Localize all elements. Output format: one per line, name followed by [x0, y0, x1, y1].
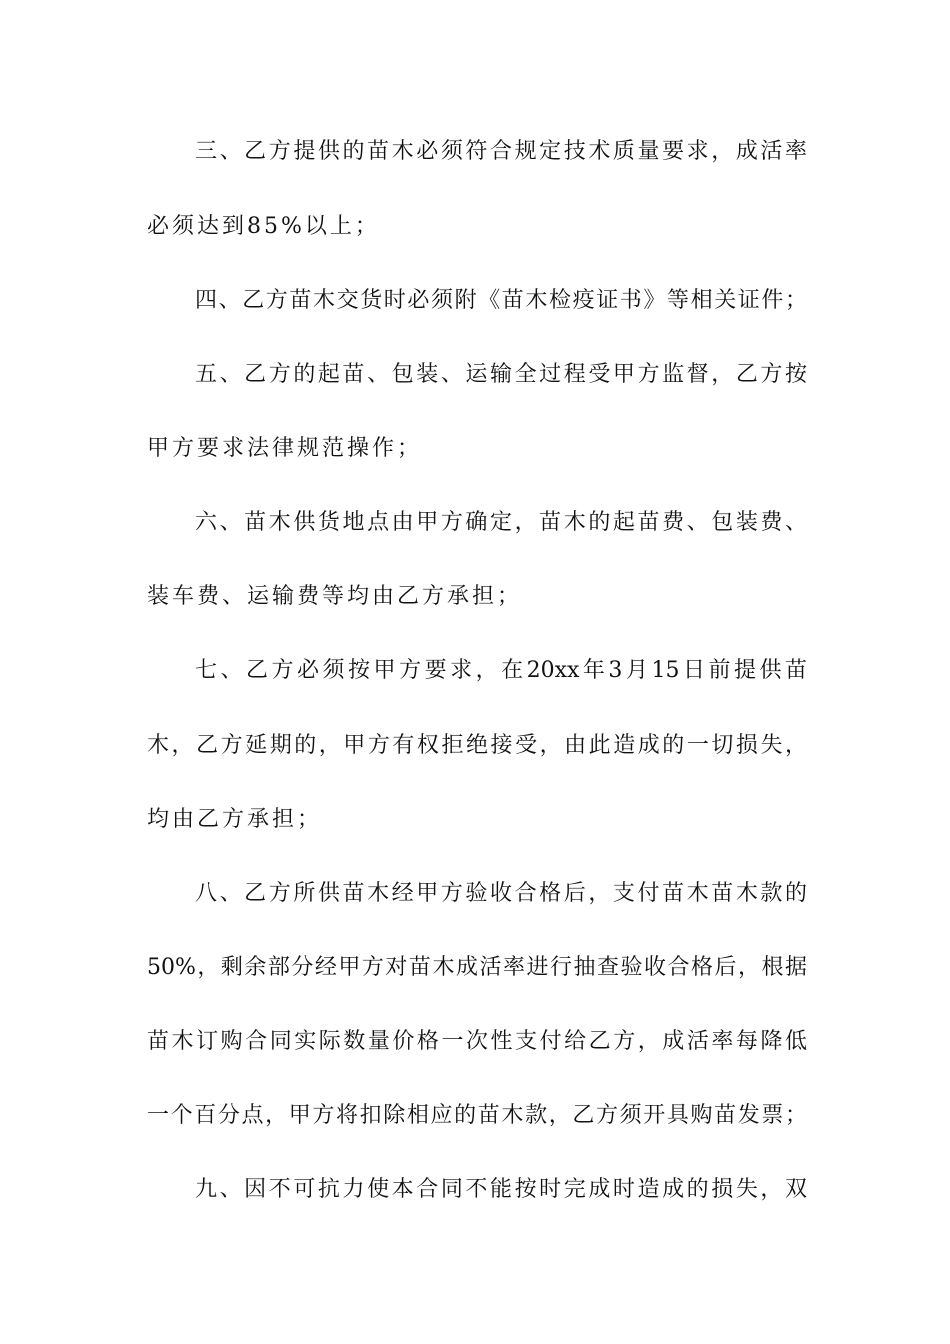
- paragraph-line: 八、乙方所供苗木经甲方验收合格后，支付苗木苗木款的: [195, 881, 807, 906]
- paragraph-line: 甲方要求法律规范操作；: [147, 436, 423, 461]
- paragraph-line: 木，乙方延期的，甲方有权拒绝接受，由此造成的一切损失，: [147, 733, 807, 758]
- paragraph-line: 五、乙方的起苗、包装、运输全过程受甲方监督，乙方按: [195, 362, 807, 387]
- paragraph-line: 苗木订购合同实际数量价格一次性支付给乙方，成活率每降低: [147, 1029, 807, 1054]
- paragraph-line: 50%，剩余部分经甲方对苗木成活率进行抽查验收合格后，根据: [147, 955, 807, 980]
- paragraph-line: 六、苗木供货地点由甲方确定，苗木的起苗费、包装费、: [195, 510, 807, 535]
- paragraph-line: 四、乙方苗木交货时必须附《苗木检疫证书》等相关证件；: [195, 288, 807, 313]
- paragraph-line: 七、乙方必须按甲方要求，在20xx年3月15日前提供苗: [195, 658, 807, 683]
- paragraph-line: 必须达到85%以上；: [147, 214, 380, 239]
- paragraph-line: 均由乙方承担；: [147, 807, 323, 832]
- paragraph-line: 装车费、运输费等均由乙方承担；: [147, 584, 523, 609]
- paragraph-line: 一个百分点，甲方将扣除相应的苗木款，乙方须开具购苗发票；: [147, 1103, 807, 1128]
- paragraph-line: 三、乙方提供的苗木必须符合规定技术质量要求，成活率: [195, 139, 807, 164]
- paragraph-line: 九、因不可抗力使本合同不能按时完成时造成的损失，双: [195, 1177, 807, 1202]
